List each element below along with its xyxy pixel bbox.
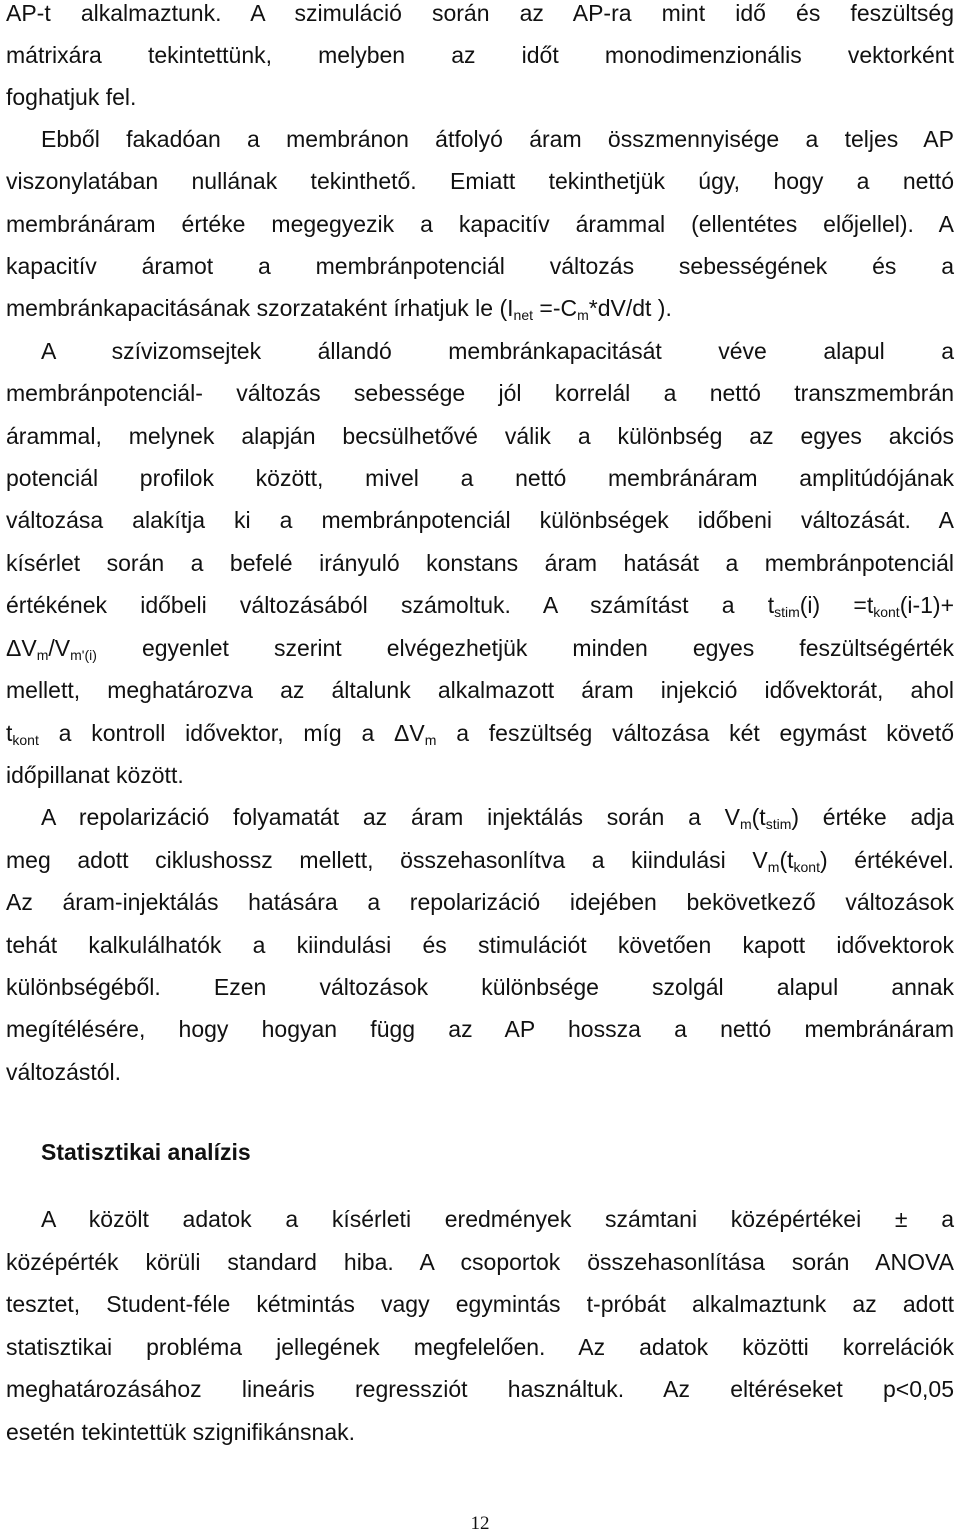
- text-run: meg adott ciklushossz mellett, összehasonlítva a kiindulási V: [6, 847, 768, 873]
- subscript: m: [767, 859, 780, 875]
- text-run: t: [6, 720, 13, 746]
- text-line: viszonylatában nullának tekinthető. Emiatt tekinthetjük úgy, hogy a nettó: [6, 168, 954, 194]
- text-line: A közölt adatok a kísérleti eredmények számtani középértékei ± a: [41, 1206, 954, 1232]
- text-line: kísérlet során a befelé irányuló konstans áram hatását a membránpotenciál: [6, 550, 954, 576]
- subscript: m: [577, 307, 589, 323]
- subscript: kont: [12, 732, 39, 748]
- text-line: változása alakítja ki a membránpotenciál különbségek időbeni változását. A: [6, 507, 954, 533]
- text-run: a feszültség változása két egymást követő: [436, 720, 954, 746]
- text-line: potenciál profilok között, mivel a nettó membránáram amplitúdójának: [6, 465, 954, 491]
- text-line: Az áram-injektálás hatására a repolarizáció idejében bekövetkező változások: [6, 889, 954, 915]
- subscript: kont: [873, 604, 900, 620]
- text-run: értékének időbeli változásából számoltuk. A számítást a t: [6, 592, 775, 618]
- text-line: A szívizomsejtek állandó membránkapacitását véve alapul a: [41, 338, 954, 364]
- subscript: stim: [765, 816, 792, 832]
- text-line: mátrixára tekintettünk, melyben az időt monodimenzionális vektorként: [6, 42, 954, 68]
- text-run: (i-1)+: [899, 592, 954, 618]
- text-run: A repolarizáció folyamatát az áram injektálás során a V: [41, 804, 740, 830]
- subscript: net: [513, 307, 533, 323]
- text-line: kapacitív áramot a membránpotenciál változás sebességének és a: [6, 253, 954, 279]
- text-line: [6, 845, 954, 875]
- text-line: Ebből fakadóan a membránon átfolyó áram összmennyisége a teljes AP: [41, 126, 954, 152]
- text-line: esetén tekintettük szignifikánsnak.: [6, 1419, 356, 1445]
- subscript: kont: [793, 859, 820, 875]
- text-line: időpillanat között.: [6, 762, 184, 788]
- text-line: árammal, melynek alapján becsülhetővé válik a különbség az egyes akciós: [6, 423, 954, 449]
- subscript: m: [424, 732, 437, 748]
- text-line: tehát kalkulálhatók a kiindulási és stimulációt követően kapott idővektorok: [6, 932, 954, 958]
- text-line: változástól.: [6, 1059, 122, 1085]
- subscript: m'(i): [70, 647, 97, 663]
- text-run: =-C: [533, 295, 578, 321]
- subscript: stim: [774, 604, 800, 620]
- text-run: ) értéke adja: [791, 804, 954, 830]
- text-run: ) értékével.: [819, 847, 954, 873]
- text-line: megítélésére, hogy hogyan függ az AP hossza a nettó membránáram: [6, 1016, 954, 1042]
- text-line: foghatjuk fel.: [6, 84, 137, 110]
- text-line: statisztikai probléma jellegének megfelelően. Az adatok közötti korrelációk: [6, 1334, 954, 1360]
- text-run: egyenlet szerint elvégezhetjük minden egyes feszültségérték: [96, 635, 954, 661]
- text-run: ΔV: [6, 635, 37, 661]
- text-run: a kontroll idővektor, míg a ΔV: [38, 720, 425, 746]
- text-line: [41, 802, 954, 832]
- text-line: tesztet, Student-féle kétmintás vagy egymintás t-próbát alkalmaztunk az adott: [6, 1291, 954, 1317]
- text-line: középérték körüli standard hiba. A csoportok összehasonlítása során ANOVA: [6, 1249, 954, 1275]
- text-line: [6, 293, 954, 323]
- text-run: membránkapacitásának szorzataként írhatjuk le (I: [6, 295, 514, 321]
- section-heading: Statisztikai analízis: [41, 1139, 251, 1165]
- text-run: (i) =t: [799, 592, 874, 618]
- text-line: membránpotenciál- változás sebessége jól korrelál a nettó transzmembrán: [6, 380, 954, 406]
- text-run: (t: [779, 847, 794, 873]
- text-line: különbségéből. Ezen változások különbsége szolgál alapul annak: [6, 974, 954, 1000]
- text-line: membránáram értéke megegyezik a kapacitív árammal (ellentétes előjellel). A: [6, 211, 954, 237]
- page-number: 12: [470, 1513, 490, 1534]
- subscript: m: [739, 816, 752, 832]
- text-run: /V: [48, 635, 71, 661]
- text-line: [6, 718, 954, 748]
- text-run: (t: [751, 804, 766, 830]
- text-line: AP-t alkalmaztunk. A szimuláció során az AP-ra mint idő és feszültség: [6, 0, 954, 26]
- text-line: mellett, meghatározva az általunk alkalmazott áram injekció idővektorát, ahol: [6, 677, 954, 703]
- text-line: meghatározásához lineáris regressziót használtuk. Az eltéréseket p<0,05: [6, 1376, 954, 1402]
- text-line: [6, 590, 954, 620]
- text-run: *dV/dt ).: [588, 295, 672, 321]
- text-line: [6, 633, 954, 663]
- subscript: m: [36, 647, 49, 663]
